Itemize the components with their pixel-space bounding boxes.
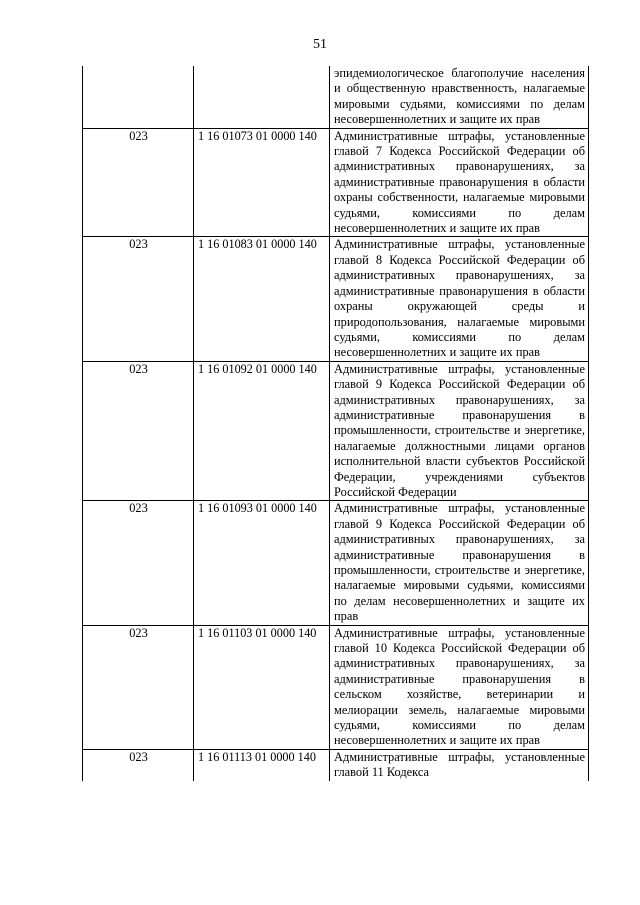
kbk-code-cell: 1 16 01113 01 0000 140: [194, 749, 330, 780]
kbk-code-cell: 1 16 01093 01 0000 140: [194, 501, 330, 625]
kbk-code-cell: 1 16 01103 01 0000 140: [194, 625, 330, 749]
admin-code-cell: 023: [83, 625, 194, 749]
admin-code-cell: 023: [83, 501, 194, 625]
kbk-code-cell: 1 16 01083 01 0000 140: [194, 237, 330, 361]
admin-code-cell: 023: [83, 237, 194, 361]
admin-code-cell: [83, 66, 194, 128]
table-row: [83, 237, 589, 361]
admin-code-cell: 023: [83, 749, 194, 780]
table-row: [83, 361, 589, 501]
table-row: [83, 749, 589, 780]
admin-code-cell: 023: [83, 361, 194, 501]
revenue-name-cell: Административные штрафы, установленные главой 9 Кодекса Российской Федерации об административных правонарушениях, за административные правонарушения в промышленности, строительстве и энергетике, налагаемые должностными лицами органов исполнительной власти субъектов Российской Федерации, учреждениями субъектов Российской Федерации: [330, 361, 589, 501]
table-row: [83, 501, 589, 625]
revenue-name-cell: Административные штрафы, установленные главой 11 Кодекса: [330, 749, 589, 780]
revenue-name-cell: Административные штрафы, установленные главой 9 Кодекса Российской Федерации об административных правонарушениях, за административные правонарушения в промышленности, строительстве и энергетике, налагаемые мировыми судьями, комиссиями по делам несовершеннолетних и защите их прав: [330, 501, 589, 625]
table-row: [83, 625, 589, 749]
revenue-name-cell: Административные штрафы, установленные главой 7 Кодекса Российской Федерации об административных правонарушениях, за административные правонарушения в области охраны собственности, налагаемые мировыми судьями, комиссиями по делам несовершеннолетних и защите их прав: [330, 128, 589, 237]
page-number: 51: [313, 37, 327, 52]
kbk-code-cell: 1 16 01092 01 0000 140: [194, 361, 330, 501]
kbk-code-cell: 1 16 01073 01 0000 140: [194, 128, 330, 237]
table-row: [83, 66, 589, 128]
revenue-name-cell: эпидемиологическое благополучие населения и общественную нравственность, налагаемые мировыми судьями, комиссиями по делам несовершеннолетних и защите их прав: [330, 66, 589, 128]
kbk-code-cell: [194, 66, 330, 128]
revenue-name-cell: Административные штрафы, установленные главой 8 Кодекса Российской Федерации об административных правонарушениях, за административные правонарушения в области охраны окружающей среды и природопользования, налагаемые мировыми судьями, комиссиями по делам несовершеннолетних и защите их прав: [330, 237, 589, 361]
admin-code-cell: 023: [83, 128, 194, 237]
revenue-name-cell: Административные штрафы, установленные главой 10 Кодекса Российской Федерации об административных правонарушениях, за административные правонарушения в сельском хозяйстве, ветеринарии и мелиорации земель, налагаемые мировыми судьями, комиссиями по делам несовершеннолетних и защите их прав: [330, 625, 589, 749]
budget-revenue-table: [82, 66, 589, 781]
table-row: [83, 128, 589, 237]
